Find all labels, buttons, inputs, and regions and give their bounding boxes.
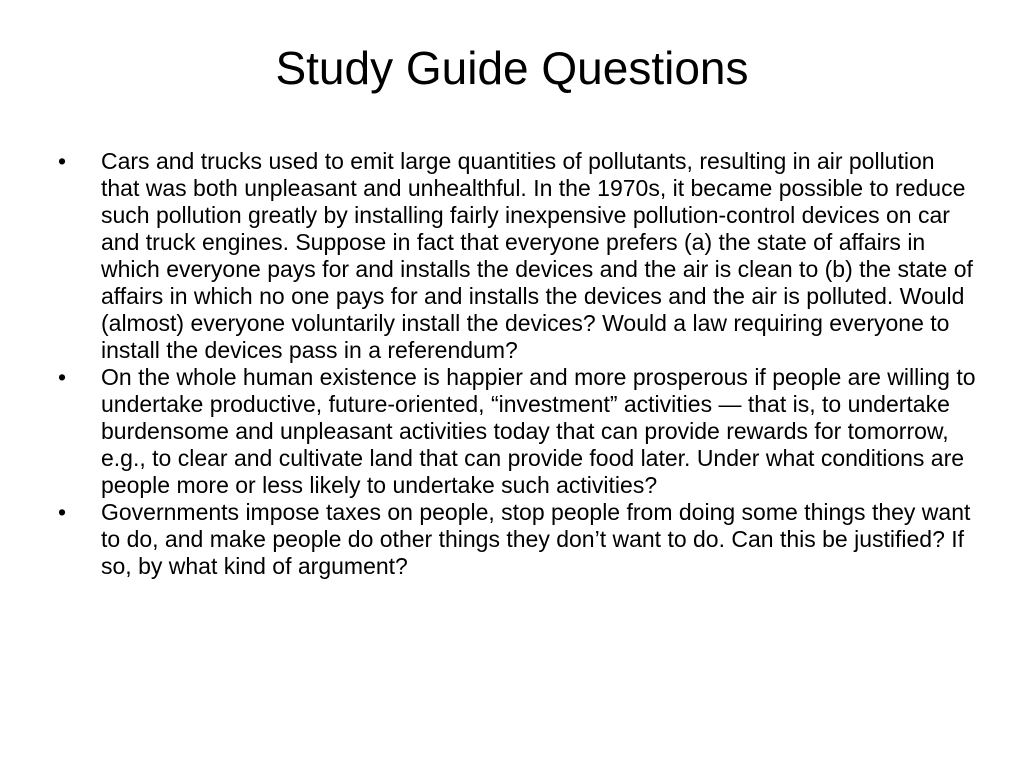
bullet-item xyxy=(58,364,978,499)
bullet-text: Governments impose taxes on people, stop people from doing some things they want to do, and make people do other things they don’t want to do. Can this be justified? If so, by what kind of argument? xyxy=(101,499,971,579)
bullet-marker: • xyxy=(58,499,67,525)
bullet-item xyxy=(58,499,978,580)
bullet-marker: • xyxy=(58,364,67,390)
bullet-item xyxy=(58,148,978,364)
bullet-list xyxy=(58,148,978,580)
bullet-text: On the whole human existence is happier and more prosperous if people are willing to undertake productive, future-oriented, “investment” activities — that is, to undertake burdensome and unpleasant activities today that can provide rewards for tomorrow, e.g., to clear and cultivate land that can provide food later. Under what conditions are people more or less likely to undertake such activities? xyxy=(101,364,976,498)
slide-title: Study Guide Questions xyxy=(275,42,749,94)
bullet-text: Cars and trucks used to emit large quantities of pollutants, resulting in air pollution that was both unpleasant and unhealthful. In the 1970s, it became possible to reduce such pollution greatly by installing fairly inexpensive pollution-control devices on car and truck engines. Suppose in fact that everyone prefers (a) the state of affairs in which everyone pays for and installs the devices and the air is clean to (b) the state of affairs in which no one pays for and installs the devices and the air is polluted. Would (almost) everyone voluntarily install the devices? Would a law requiring everyone to install the devices pass in a referendum? xyxy=(101,148,973,363)
bullet-marker: • xyxy=(58,148,67,174)
